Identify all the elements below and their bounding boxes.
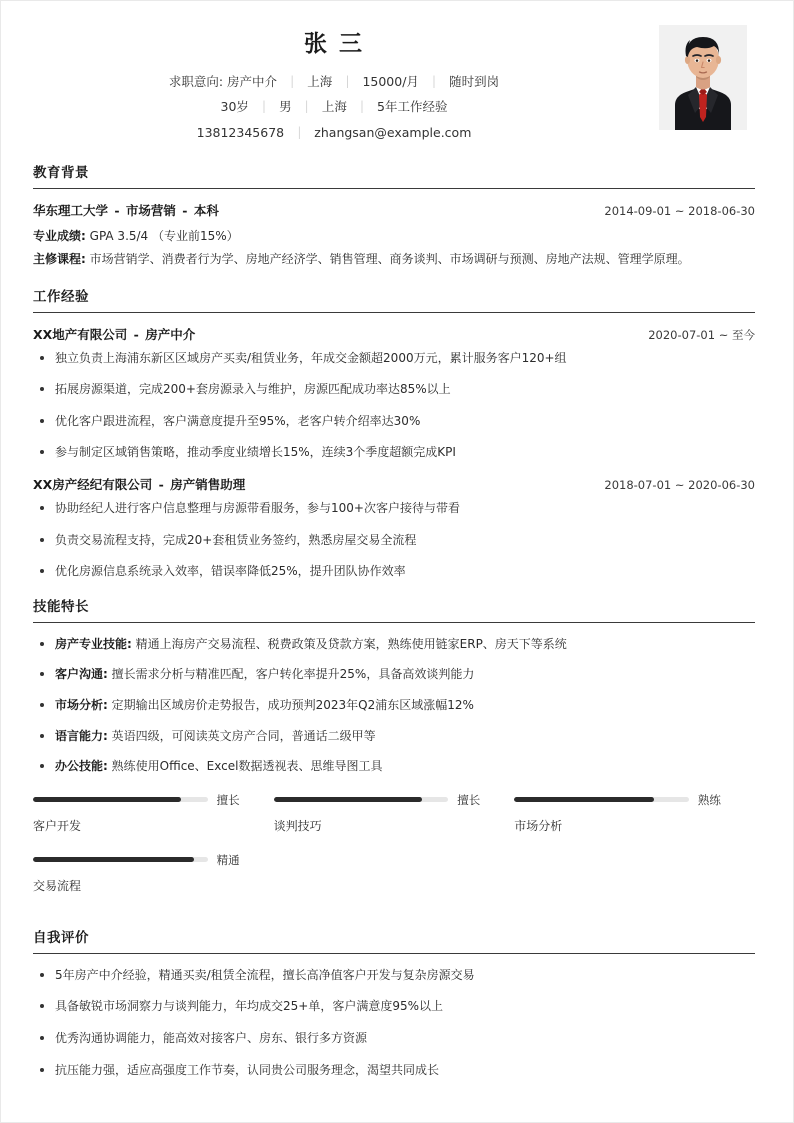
contact-email[interactable]: zhangsan@example.com xyxy=(314,125,472,141)
work-role: 房产中介 xyxy=(145,326,196,342)
work-date: 2020-07-01 ~ 至今 xyxy=(648,327,755,342)
education-heading xyxy=(33,201,219,219)
skill-key: 办公技能: xyxy=(55,759,108,774)
skill-bar-name: 市场分析 xyxy=(514,818,563,833)
work-role: 房产销售助理 xyxy=(170,476,246,492)
education-courses-label: 主修课程: xyxy=(33,251,86,266)
dash-separator: - xyxy=(177,203,192,218)
personal-gender: 男 xyxy=(279,99,292,115)
education-degree: 本科 xyxy=(193,203,219,218)
skill-bar-fill xyxy=(274,797,422,802)
education-gpa-value: GPA 3.5/4 （专业前15%） xyxy=(89,229,239,243)
work-heading xyxy=(33,325,195,343)
education-courses-row xyxy=(33,248,755,271)
separator-icon: | xyxy=(431,72,437,88)
section-title-education: 教育背景 xyxy=(33,161,755,189)
list-item: 优化房源信息系统录入效率，错误率降低25%，提升团队协作效率 xyxy=(33,562,755,581)
portrait-photo-icon xyxy=(659,25,747,130)
work-company: XX房产经纪有限公司 xyxy=(33,476,153,492)
skill-bar-fill xyxy=(514,797,654,802)
dash-separator: - xyxy=(110,203,124,218)
section-title-summary: 自我评价 xyxy=(33,926,755,954)
skill-bar-item xyxy=(274,792,515,834)
skill-bar-track xyxy=(33,797,208,802)
skill-bar-item xyxy=(514,792,755,834)
skill-bar-fill xyxy=(33,857,194,862)
resume-header xyxy=(33,19,755,147)
skill-bar-fill xyxy=(33,797,181,802)
skill-value: 擅长需求分析与精准匹配，客户转化率提升25%，具备高效谈判能力 xyxy=(111,667,475,682)
education-gpa-label: 专业成绩: xyxy=(33,229,86,243)
list-item: 优化客户跟进流程，客户满意度提升至95%，老客户转介绍率达30% xyxy=(33,412,755,431)
skill-bar-level: 精通 xyxy=(216,852,240,867)
skill-bar-level: 擅长 xyxy=(216,792,240,807)
skill-bar-level: 熟练 xyxy=(697,792,721,807)
personal-age: 30岁 xyxy=(220,99,249,115)
avatar xyxy=(659,25,747,130)
section-title-work: 工作经验 xyxy=(33,285,755,313)
skill-bar-track xyxy=(274,797,449,802)
header-meta-line-1 xyxy=(33,72,635,89)
list-item: 抗压能力强，适应高强度工作节奏，认同贵公司服务理念，渴望共同成长 xyxy=(33,1061,755,1080)
list-item: 拓展房源渠道，完成200+套房源录入与维护，房源匹配成功率达85%以上 xyxy=(33,380,755,399)
dash-separator: - xyxy=(154,476,169,492)
personal-experience: 5年工作经验 xyxy=(377,99,448,115)
separator-icon: | xyxy=(297,124,302,140)
section-self-evaluation xyxy=(33,926,755,1079)
skill-bar-name: 谈判技巧 xyxy=(273,818,322,833)
education-courses-value: 市场营销学、消费者行为学、房地产经济学、销售管理、商务谈判、市场调研与预测、房地产法规、管理学原理。 xyxy=(89,251,690,266)
work-date: 2018-07-01 ~ 2020-06-30 xyxy=(604,477,755,492)
work-bullet-list xyxy=(33,349,755,462)
section-title-skills: 技能特长 xyxy=(33,595,755,623)
summary-list xyxy=(33,966,755,1079)
skill-bar-item xyxy=(33,852,274,894)
skill-bar-name: 客户开发 xyxy=(33,818,82,833)
separator-icon: | xyxy=(261,98,267,114)
page-title: 张 三 xyxy=(303,31,364,57)
skill-key: 客户沟通: xyxy=(55,667,108,682)
job-intent-position: 房产中介 xyxy=(227,73,278,89)
separator-icon: | xyxy=(290,72,295,88)
list-item: 参与制定区域销售策略，推动季度业绩增长15%，连续3个季度超额完成KPI xyxy=(33,443,755,462)
job-intent-city: 上海 xyxy=(307,73,333,89)
job-intent-salary: 15000/月 xyxy=(362,73,419,89)
section-work-experience xyxy=(33,285,755,581)
education-date: 2014-09-01 ~ 2018-06-30 xyxy=(604,204,755,218)
section-education xyxy=(33,161,755,271)
list-item: 5年房产中介经验，精通买卖/租赁全流程，擅长高净值客户开发与复杂房源交易 xyxy=(33,966,755,985)
skill-value: 熟练使用Office、Excel数据透视表、思维导图工具 xyxy=(111,759,383,774)
work-bullet-list xyxy=(33,499,755,581)
separator-icon: | xyxy=(359,98,365,114)
skill-key: 房产专业技能: xyxy=(55,636,132,651)
personal-city: 上海 xyxy=(321,99,347,115)
dash-separator: - xyxy=(129,326,144,342)
education-school: 华东理工大学 xyxy=(33,203,109,218)
separator-icon: | xyxy=(304,98,309,114)
skill-value: 定期输出区域房价走势报告，成功预判2023年Q2浦东区域涨幅12% xyxy=(111,697,474,712)
education-gpa-row xyxy=(33,225,755,248)
skill-bar-level: 擅长 xyxy=(457,792,481,807)
contact-phone[interactable]: 13812345678 xyxy=(196,125,285,141)
skills-list xyxy=(33,635,755,776)
list-item: 独立负责上海浦东新区区域房产买卖/租赁业务，年成交金额超2000万元，累计服务客户120+组 xyxy=(33,349,755,368)
separator-icon: | xyxy=(345,72,350,88)
header-meta-line-3 xyxy=(33,126,635,140)
header-meta-line-2 xyxy=(33,100,635,114)
job-intent-label: 求职意向: xyxy=(168,73,224,89)
section-skills xyxy=(33,595,755,912)
list-item: 协助经纪人进行客户信息整理与房源带看服务，参与100+次客户接待与带看 xyxy=(33,499,755,518)
skill-bar-track xyxy=(33,857,208,862)
work-company: XX地产有限公司 xyxy=(33,326,128,342)
list-item xyxy=(33,635,755,654)
skill-bar-item xyxy=(33,792,274,834)
work-entry xyxy=(33,325,755,462)
skill-key: 市场分析: xyxy=(55,697,108,712)
skill-key: 语言能力: xyxy=(55,728,108,743)
job-intent-availability: 随时到岗 xyxy=(449,73,500,89)
list-item: 具备敏锐市场洞察力与谈判能力，年均成交25+单，客户满意度95%以上 xyxy=(33,997,755,1016)
skill-value: 英语四级，可阅读英文房产合同，普通话二级甲等 xyxy=(111,728,376,743)
list-item xyxy=(33,727,755,746)
list-item: 负责交易流程支持，完成20+套租赁业务签约，熟悉房屋交易全流程 xyxy=(33,531,755,550)
list-item xyxy=(33,757,755,776)
education-major: 市场营销 xyxy=(125,203,176,218)
skill-bar-track xyxy=(514,797,689,802)
list-item xyxy=(33,665,755,684)
skill-bars xyxy=(33,792,755,912)
education-entry xyxy=(33,201,755,271)
list-item: 优秀沟通协调能力，能高效对接客户、房东、银行多方资源 xyxy=(33,1029,755,1048)
list-item xyxy=(33,696,755,715)
work-entry xyxy=(33,475,755,581)
skill-bar-name: 交易流程 xyxy=(33,878,82,893)
work-heading xyxy=(33,475,245,493)
skill-value: 精通上海房产交易流程、税费政策及贷款方案，熟练使用链家ERP、房天下等系统 xyxy=(135,636,567,651)
